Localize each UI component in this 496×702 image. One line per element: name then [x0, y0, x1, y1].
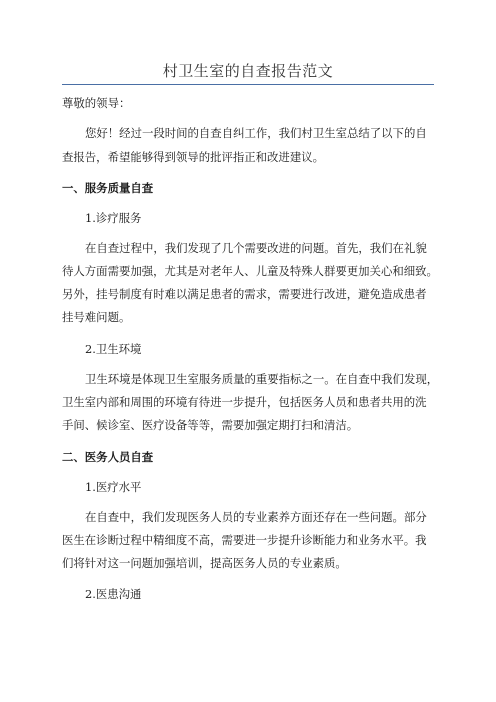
document-title: 村卫生室的自查报告范文 — [162, 62, 334, 80]
paragraph-line: 卫生室内部和周围的环境有待进一步提升，包括医务人员和患者共用的洗 — [62, 395, 427, 409]
paragraph-line: 另外，挂号制度有时难以满足患者的需求，需要进行改进，避免造成患者 — [62, 287, 427, 301]
paragraph-line: 卫生环境是体现卫生室服务质量的重要指标之一。在自查中我们发现， — [85, 372, 439, 386]
section-heading-medical-staff: 二、医务人员自查 — [62, 450, 154, 464]
intro-line-2: 查报告，希望能够得到领导的批评指正和改进建议。 — [62, 150, 324, 164]
paragraph-line: 挂号难问题。 — [62, 310, 131, 324]
paragraph-line: 待人方面需要加强，尤其是对老年人、儿童及特殊人群要更加关心和细致。 — [62, 264, 438, 278]
section-heading-service-quality: 一、服务质量自查 — [62, 181, 154, 195]
subheading-doctor-patient-communication: 2.医患沟通 — [85, 587, 142, 601]
paragraph-line: 在自查中，我们发现医务人员的专业素养方面还存在一些问题。部分 — [85, 510, 427, 524]
paragraph-line: 们将针对这一问题加强培训，提高医务人员的专业素质。 — [62, 556, 347, 570]
subheading-treatment-service: 1.诊疗服务 — [85, 211, 142, 225]
subheading-hygiene-environment: 2.卫生环境 — [85, 342, 142, 356]
subheading-medical-level: 1.医疗水平 — [85, 480, 142, 494]
salutation: 尊敬的领导： — [62, 96, 131, 110]
title-divider — [62, 84, 434, 85]
paragraph-line: 手间、候诊室、医疗设备等等，需要加强定期打扫和清洁。 — [62, 418, 359, 432]
intro-line-1: 您好！经过一段时间的自查自纠工作，我们村卫生室总结了以下的自 — [85, 126, 427, 140]
paragraph-line: 医生在诊断过程中精细度不高，需要进一步提升诊断能力和业务水平。我 — [62, 533, 427, 547]
paragraph-line: 在自查过程中，我们发现了几个需要改进的问题。首先，我们在礼貌 — [85, 241, 427, 255]
